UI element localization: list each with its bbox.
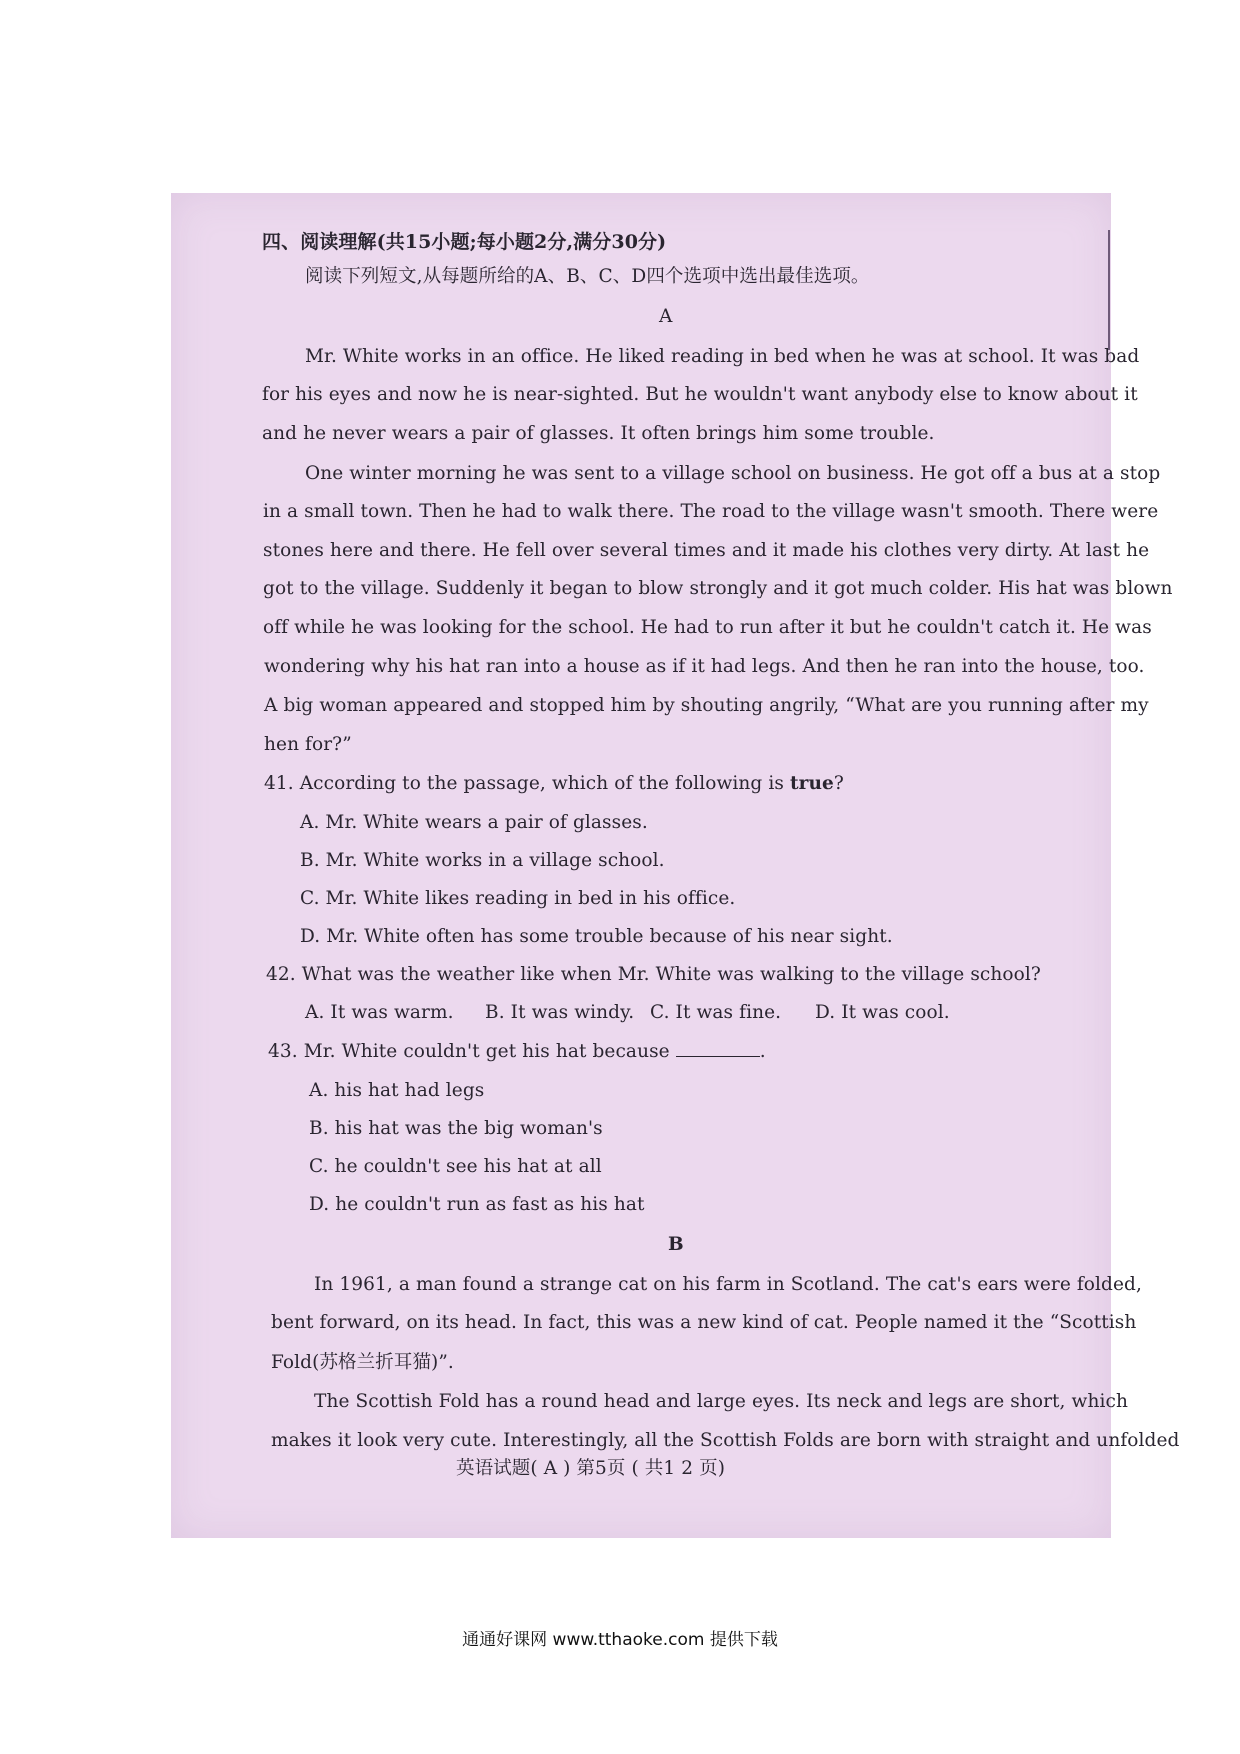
question-42-option-b: B. It was windy. bbox=[485, 1002, 635, 1023]
passage-b-line: makes it look very cute. Interestingly, all the Scottish Folds are born with straight and unfolded bbox=[271, 1430, 1180, 1451]
page-footer: 英语试题( A ) 第5页 ( 共1 2 页) bbox=[456, 1458, 726, 1479]
page-edge-shadow bbox=[1108, 230, 1110, 350]
question-42-option-d: D. It was cool. bbox=[815, 1002, 950, 1023]
passage-a-line: in a small town. Then he had to walk there. The road to the village wasn't smooth. There were bbox=[263, 501, 1159, 522]
question-43-option-c: C. he couldn't see his hat at all bbox=[309, 1156, 602, 1177]
question-43-option-d: D. he couldn't run as fast as his hat bbox=[309, 1194, 645, 1215]
site-footer: 通通好课网 www.tthaoke.com 提供下载 bbox=[462, 1630, 778, 1650]
question-43-stem bbox=[268, 1042, 766, 1062]
passage-a-line: Mr. White works in an office. He liked reading in bed when he was at school. It was bad bbox=[305, 346, 1140, 367]
question-41-emphasis: true bbox=[789, 773, 834, 794]
answer-blank bbox=[676, 1042, 760, 1057]
passage-a-line: One winter morning he was sent to a village school on business. He got off a bus at a stop bbox=[305, 463, 1161, 484]
passage-a-line: A big woman appeared and stopped him by shouting angrily, “What are you running after my bbox=[264, 695, 1149, 716]
passage-b-line: In 1961, a man found a strange cat on his farm in Scotland. The cat's ears were folded, bbox=[314, 1274, 1142, 1295]
passage-a-line: off while he was looking for the school. He had to run after it but he couldn't catch it. He was bbox=[263, 617, 1152, 638]
question-41-option-c: C. Mr. White likes reading in bed in his office. bbox=[300, 888, 736, 909]
passage-a-letter: A bbox=[659, 306, 673, 327]
question-43-text: 43. Mr. White couldn't get his hat because bbox=[268, 1041, 670, 1062]
passage-a-line: and he never wears a pair of glasses. It often brings him some trouble. bbox=[262, 423, 935, 444]
question-41-stem bbox=[264, 775, 844, 794]
question-43-option-b: B. his hat was the big woman's bbox=[309, 1118, 603, 1139]
question-41-option-d: D. Mr. White often has some trouble because of his near sight. bbox=[300, 926, 893, 947]
question-41-option-b: B. Mr. White works in a village school. bbox=[300, 850, 665, 871]
question-43-option-a: A. his hat had legs bbox=[309, 1080, 485, 1101]
passage-b-line: The Scottish Fold has a round head and large eyes. Its neck and legs are short, which bbox=[314, 1391, 1128, 1412]
question-43-end: . bbox=[759, 1041, 766, 1062]
question-42-option-c: C. It was fine. bbox=[650, 1002, 782, 1023]
question-41-end: ? bbox=[833, 773, 844, 794]
question-42-stem: 42. What was the weather like when Mr. White was walking to the village school? bbox=[266, 964, 1041, 985]
passage-a-line: got to the village. Suddenly it began to blow strongly and it got much colder. His hat was blown bbox=[263, 578, 1173, 599]
section-header: 四、阅读理解(共15小题;每小题2分,满分30分) bbox=[262, 231, 667, 253]
question-42-option-a: A. It was warm. bbox=[305, 1002, 454, 1023]
passage-a-line: stones here and there. He fell over several times and it made his clothes very dirty. At last he bbox=[263, 540, 1150, 561]
question-41-option-a: A. Mr. White wears a pair of glasses. bbox=[300, 812, 648, 833]
passage-b-line: Fold(苏格兰折耳猫)”. bbox=[271, 1352, 454, 1373]
passage-a-line: for his eyes and now he is near-sighted. But he wouldn't want anybody else to know about it bbox=[262, 384, 1138, 405]
passage-b-line: bent forward, on its head. In fact, this was a new kind of cat. People named it the “Scottish bbox=[271, 1312, 1137, 1333]
question-41-text: 41. According to the passage, which of the following is bbox=[264, 773, 790, 794]
passage-b-letter: B bbox=[668, 1234, 684, 1255]
passage-a-line: wondering why his hat ran into a house as if it had legs. And then he ran into the house, too. bbox=[264, 656, 1145, 677]
passage-a-line: hen for?” bbox=[264, 734, 352, 755]
section-instruction: 阅读下列短文,从每题所给的A、B、C、D四个选项中选出最佳选项。 bbox=[305, 266, 870, 287]
